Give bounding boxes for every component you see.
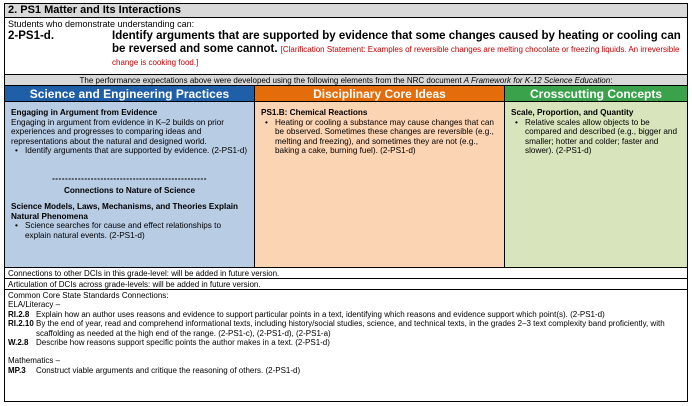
standard-text: By the end of year, read and comprehend informational texts, including history/social studies, science, and technical texts, in the grades 2–3 text complexity band proficiently, with scaffolding as needed at the high end of the range. (2-PS1-c), (2-PS1-d), (2-PS1-a) [36, 319, 665, 338]
sep-header: Science and Engineering Practices [5, 86, 254, 102]
cc-header: Crosscutting Concepts [505, 86, 687, 102]
standard-text: Construct viable arguments and critique the reasoning of others. (2-PS1-d) [36, 365, 301, 375]
foundation-columns [5, 86, 687, 268]
pe-row [8, 30, 684, 69]
standard-code: RI.2.10 [8, 319, 34, 329]
nos-heading: Connections to Nature of Science [63, 185, 196, 195]
connections-row: Connections to other DCIs in this grade-level: will be added in future version. [5, 268, 687, 279]
cc-heading: Scale, Proportion, and Quantity [511, 108, 634, 117]
cc-bullet-text: Relative scales allow objects to be compared and described (e.g., bigger and smaller; hotter and colder; faster and slower). (2-PS1-d) [525, 117, 678, 156]
standard-text: Describe how reasons support specific points the author makes in a text. (2-PS1-d) [36, 338, 330, 348]
dci-heading: PS1.B: Chemical Reactions [261, 108, 368, 117]
sep-column [5, 86, 255, 267]
pe-statement: Identify arguments that are supported by evidence that some changes caused by heating or cooling can be reversed and some cannot. [112, 30, 681, 55]
sep-body [5, 102, 254, 267]
sep-heading: Engaging in Argument from Evidence [11, 108, 158, 117]
bullet-icon: • [515, 117, 518, 127]
pe-intro: Students who demonstrate understanding can: [8, 19, 195, 29]
ccss-connections [5, 290, 687, 375]
cc-body [505, 102, 687, 267]
nos-bullet-text: Science searches for cause and effect relationships to explain natural events. (2-PS1-d) [25, 221, 222, 240]
standard-code: RI.2.8 [8, 309, 30, 319]
nos-bullet [11, 221, 248, 240]
ccss-heading: Common Core State Standards Connections: [8, 291, 169, 300]
bullet-icon: • [265, 117, 268, 127]
dci-bullet-text: Heating or cooling a substance may cause changes that can be observed. Sometimes these changes are reversible (e.g., melting and freezing), and sometimes they are not (e.g., baking a cake, burning fuel). (2-PS1-d) [275, 117, 494, 156]
cc-bullet [511, 118, 681, 156]
standard-code: MP.3 [8, 365, 26, 375]
standard-text: Explain how an author uses reasons and evidence to support particular points in a text, identifying which reasons and evidence support which point(s). (2-PS1-d) [36, 309, 605, 319]
pe-code: 2-PS1-d. [8, 30, 55, 42]
clarification-statement: [Clarification Statement: Examples of reversible changes are melting chocolate or freezing liquids. An irreversible change is cooking food.] [112, 45, 680, 67]
performance-expectation [5, 18, 687, 75]
spacer [8, 347, 684, 356]
bullet-icon: • [15, 221, 18, 231]
articulation-row: Articulation of DCIs across grade-levels: will be added in future version. [5, 279, 687, 290]
nos-subheading: Science Models, Laws, Mechanisms, and Theories Explain Natural Phenomena [11, 202, 239, 221]
dci-body [255, 102, 504, 267]
dci-bullet [261, 118, 498, 156]
standard-code: W.2.8 [8, 338, 29, 348]
pe-text [112, 30, 684, 69]
dci-column [255, 86, 505, 267]
standards-page [4, 3, 688, 402]
sep-bullet [11, 146, 248, 156]
framework-note-suffix: : [610, 76, 613, 85]
standard-row [8, 366, 684, 375]
page-title: 2. PS1 Matter and Its Interactions [5, 4, 687, 18]
dci-header: Disciplinary Core Ideas [255, 86, 504, 102]
sep-text: Engaging in argument from evidence in K–2 builds on prior experiences and progresses to comparing ideas and representations about the natural and designed world. [11, 117, 225, 146]
ela-label: ELA/Literacy – [8, 300, 61, 310]
bullet-icon: • [15, 146, 18, 156]
math-label: Mathematics – [8, 356, 61, 366]
framework-note-prefix: The performance expectations above were developed using the following elements from the NRC document [79, 76, 464, 85]
framework-doc-title: A Framework for K-12 Science Education [463, 76, 611, 85]
framework-note [5, 75, 687, 86]
standard-row [8, 310, 684, 319]
divider-dashes: ------------------------------------------------ [52, 173, 207, 183]
standard-row [8, 338, 684, 347]
standard-row [8, 319, 684, 338]
sep-bullet-text: Identify arguments that are supported by evidence. (2-PS1-d) [25, 146, 248, 156]
cc-column [505, 86, 687, 267]
